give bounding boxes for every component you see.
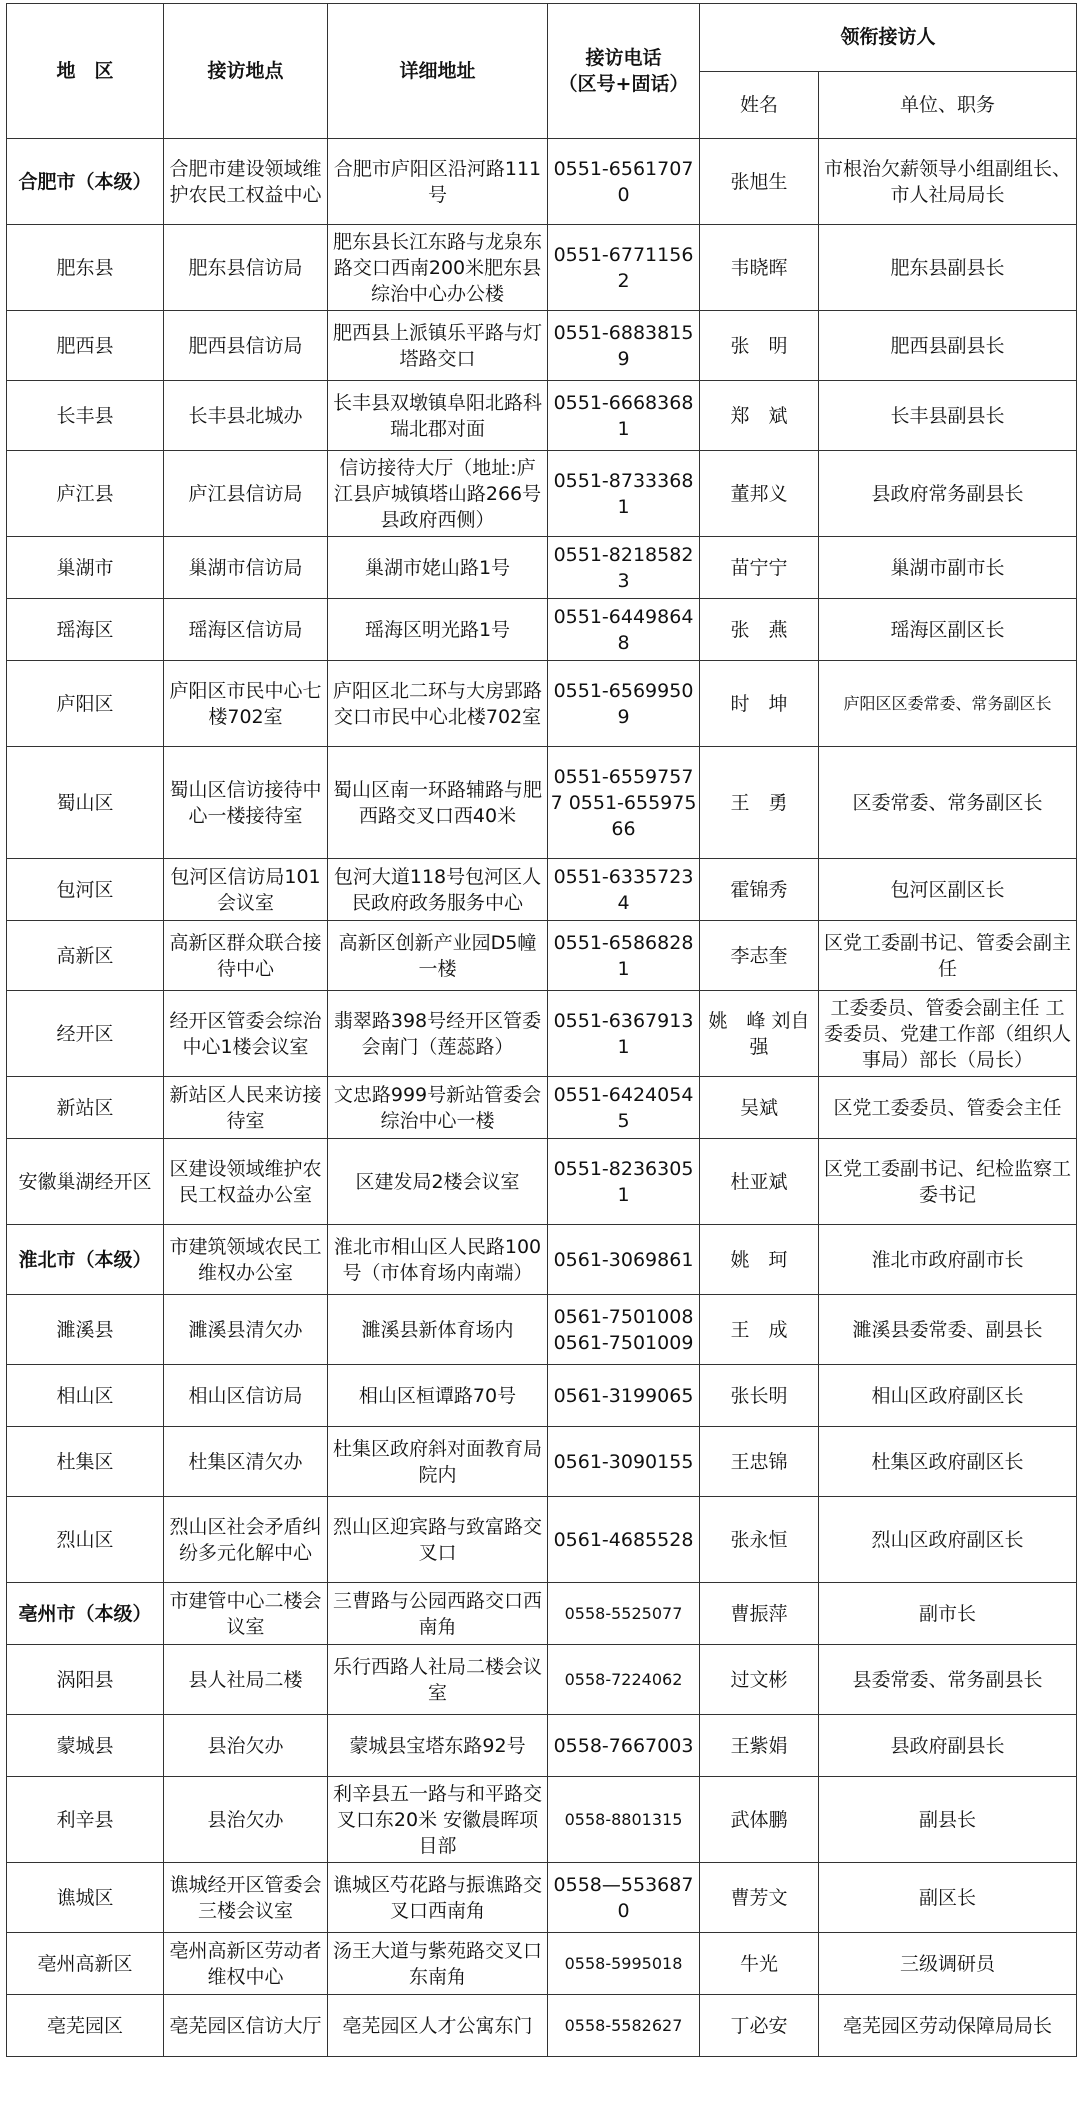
table-row <box>7 311 1077 381</box>
unit-cell: 工委委员、管委会副主任 工委委员、党建工作部（组织人事局）部长（局长） <box>819 991 1077 1077</box>
location-cell: 烈山区社会矛盾纠纷多元化解中心 <box>164 1497 328 1583</box>
table-row <box>7 381 1077 451</box>
table-row <box>7 1777 1077 1863</box>
address-cell: 文忠路999号新站管委会综治中心一楼 <box>328 1077 548 1139</box>
name-cell: 张 燕 <box>700 599 819 661</box>
name-cell: 韦晓晖 <box>700 225 819 311</box>
phone-cell: 0561-7501008 0561-7501009 <box>548 1295 700 1365</box>
name-cell: 牛光 <box>700 1933 819 1995</box>
phone-cell: 0551-65597577 0551-65597566 <box>548 747 700 859</box>
phone-cell: 0558—5536870 <box>548 1863 700 1933</box>
address-cell: 三曹路与公园西路交口西南角 <box>328 1583 548 1645</box>
name-cell: 时 坤 <box>700 661 819 747</box>
header-leader-group: 领衔接访人 <box>700 4 1077 72</box>
name-cell: 张 明 <box>700 311 819 381</box>
unit-cell: 肥西县副县长 <box>819 311 1077 381</box>
address-cell: 淮北市相山区人民路100号（市体育场内南端） <box>328 1225 548 1295</box>
name-cell: 王忠锦 <box>700 1427 819 1497</box>
table-row <box>7 859 1077 921</box>
location-cell: 经开区管委会综治中心1楼会议室 <box>164 991 328 1077</box>
region-cell: 高新区 <box>7 921 164 991</box>
location-cell: 县治欠办 <box>164 1777 328 1863</box>
unit-cell: 区委常委、常务副区长 <box>819 747 1077 859</box>
address-cell: 包河大道118号包河区人民政府政务服务中心 <box>328 859 548 921</box>
phone-cell: 0551-68838159 <box>548 311 700 381</box>
region-cell: 蒙城县 <box>7 1715 164 1777</box>
unit-cell: 副区长 <box>819 1863 1077 1933</box>
region-cell: 利辛县 <box>7 1777 164 1863</box>
region-cell: 肥西县 <box>7 311 164 381</box>
phone-cell: 0558-7667003 <box>548 1715 700 1777</box>
unit-cell: 县政府副县长 <box>819 1715 1077 1777</box>
reception-table <box>6 3 1077 2057</box>
table-row <box>7 1645 1077 1715</box>
reception-table-container <box>6 3 1076 2057</box>
region-cell: 亳州市（本级） <box>7 1583 164 1645</box>
table-row <box>7 1995 1077 2057</box>
header-region: 地 区 <box>7 4 164 139</box>
phone-cell: 0558-5995018 <box>548 1933 700 1995</box>
address-cell: 杜集区政府斜对面教育局院内 <box>328 1427 548 1497</box>
location-cell: 濉溪县清欠办 <box>164 1295 328 1365</box>
phone-cell: 0551-64498648 <box>548 599 700 661</box>
location-cell: 肥西县信访局 <box>164 311 328 381</box>
region-cell: 新站区 <box>7 1077 164 1139</box>
region-cell: 谯城区 <box>7 1863 164 1933</box>
region-cell: 亳芜园区 <box>7 1995 164 2057</box>
phone-cell: 0561-3199065 <box>548 1365 700 1427</box>
location-cell: 肥东县信访局 <box>164 225 328 311</box>
name-cell: 张长明 <box>700 1365 819 1427</box>
table-row <box>7 1077 1077 1139</box>
name-cell: 丁必安 <box>700 1995 819 2057</box>
header-unit: 单位、职务 <box>819 71 1077 139</box>
address-cell: 巢湖市姥山路1号 <box>328 537 548 599</box>
region-cell: 相山区 <box>7 1365 164 1427</box>
location-cell: 庐江县信访局 <box>164 451 328 537</box>
unit-cell: 亳芜园区劳动保障局局长 <box>819 1995 1077 2057</box>
region-cell: 安徽巢湖经开区 <box>7 1139 164 1225</box>
location-cell: 市建筑领域农民工维权办公室 <box>164 1225 328 1295</box>
name-cell: 王 成 <box>700 1295 819 1365</box>
phone-cell: 0551-87333681 <box>548 451 700 537</box>
unit-cell: 相山区政府副区长 <box>819 1365 1077 1427</box>
unit-cell: 濉溪县委常委、副县长 <box>819 1295 1077 1365</box>
name-cell: 郑 斌 <box>700 381 819 451</box>
phone-cell: 0561-4685528 <box>548 1497 700 1583</box>
region-cell: 烈山区 <box>7 1497 164 1583</box>
phone-cell: 0551-82363051 <box>548 1139 700 1225</box>
table-row <box>7 599 1077 661</box>
name-cell: 王紫娟 <box>700 1715 819 1777</box>
table-body <box>7 139 1077 2057</box>
name-cell: 张永恒 <box>700 1497 819 1583</box>
header-address: 详细地址 <box>328 4 548 139</box>
name-cell: 武体鹏 <box>700 1777 819 1863</box>
location-cell: 包河区信访局101会议室 <box>164 859 328 921</box>
address-cell: 区建发局2楼会议室 <box>328 1139 548 1225</box>
region-cell: 长丰县 <box>7 381 164 451</box>
phone-cell: 0561-3069861 <box>548 1225 700 1295</box>
address-cell: 亳芜园区人才公寓东门 <box>328 1995 548 2057</box>
table-row <box>7 1715 1077 1777</box>
unit-cell: 庐阳区区委常委、常务副区长 <box>819 661 1077 747</box>
table-row <box>7 1933 1077 1995</box>
unit-cell: 市根治欠薪领导小组副组长、市人社局局长 <box>819 139 1077 225</box>
unit-cell: 副县长 <box>819 1777 1077 1863</box>
location-cell: 新站区人民来访接待室 <box>164 1077 328 1139</box>
table-row <box>7 1863 1077 1933</box>
location-cell: 亳芜园区信访大厅 <box>164 1995 328 2057</box>
location-cell: 亳州高新区劳动者维权中心 <box>164 1933 328 1995</box>
location-cell: 谯城经开区管委会三楼会议室 <box>164 1863 328 1933</box>
header-phone-line1: 接访电话 <box>585 47 662 69</box>
table-row <box>7 1427 1077 1497</box>
name-cell: 过文彬 <box>700 1645 819 1715</box>
address-cell: 汤王大道与紫苑路交叉口东南角 <box>328 1933 548 1995</box>
location-cell: 区建设领域维护农民工权益办公室 <box>164 1139 328 1225</box>
region-cell: 巢湖市 <box>7 537 164 599</box>
address-cell: 肥西县上派镇乐平路与灯塔路交口 <box>328 311 548 381</box>
name-cell: 曹芳文 <box>700 1863 819 1933</box>
region-cell: 蜀山区 <box>7 747 164 859</box>
address-cell: 合肥市庐阳区沿河路111号 <box>328 139 548 225</box>
unit-cell: 区党工委委员、管委会主任 <box>819 1077 1077 1139</box>
phone-cell: 0551-63679131 <box>548 991 700 1077</box>
unit-cell: 淮北市政府副市长 <box>819 1225 1077 1295</box>
location-cell: 县人社局二楼 <box>164 1645 328 1715</box>
address-cell: 高新区创新产业园D5幢一楼 <box>328 921 548 991</box>
header-row-top <box>7 4 1077 72</box>
unit-cell: 三级调研员 <box>819 1933 1077 1995</box>
region-cell: 庐阳区 <box>7 661 164 747</box>
phone-cell: 0558-7224062 <box>548 1645 700 1715</box>
location-cell: 县治欠办 <box>164 1715 328 1777</box>
address-cell: 肥东县长江东路与龙泉东路交口西南200米肥东县综治中心办公楼 <box>328 225 548 311</box>
table-row <box>7 1225 1077 1295</box>
name-cell: 王 勇 <box>700 747 819 859</box>
unit-cell: 区党工委副书记、管委会副主任 <box>819 921 1077 991</box>
name-cell: 姚 珂 <box>700 1225 819 1295</box>
location-cell: 庐阳区市民中心七楼702室 <box>164 661 328 747</box>
address-cell: 翡翠路398号经开区管委会南门（莲蕊路） <box>328 991 548 1077</box>
table-row <box>7 225 1077 311</box>
location-cell: 相山区信访局 <box>164 1365 328 1427</box>
region-cell: 合肥市（本级） <box>7 139 164 225</box>
phone-cell: 0551-64240545 <box>548 1077 700 1139</box>
table-row <box>7 1365 1077 1427</box>
location-cell: 长丰县北城办 <box>164 381 328 451</box>
unit-cell: 长丰县副县长 <box>819 381 1077 451</box>
phone-cell: 0551-65699509 <box>548 661 700 747</box>
address-cell: 庐阳区北二环与大房郢路交口市民中心北楼702室 <box>328 661 548 747</box>
header-location: 接访地点 <box>164 4 328 139</box>
location-cell: 合肥市建设领域维护农民工权益中心 <box>164 139 328 225</box>
name-cell: 杜亚斌 <box>700 1139 819 1225</box>
table-row <box>7 921 1077 991</box>
table-row <box>7 1295 1077 1365</box>
phone-cell: 0551-82185823 <box>548 537 700 599</box>
name-cell: 董邦义 <box>700 451 819 537</box>
address-cell: 信访接待大厅（地址:庐江县庐城镇塔山路266号县政府西侧） <box>328 451 548 537</box>
unit-cell: 瑶海区副区长 <box>819 599 1077 661</box>
phone-cell: 0551-66683681 <box>548 381 700 451</box>
unit-cell: 县委常委、常务副县长 <box>819 1645 1077 1715</box>
unit-cell: 包河区副区长 <box>819 859 1077 921</box>
unit-cell: 副市长 <box>819 1583 1077 1645</box>
address-cell: 长丰县双墩镇阜阳北路科瑞北郡对面 <box>328 381 548 451</box>
address-cell: 瑶海区明光路1号 <box>328 599 548 661</box>
location-cell: 市建管中心二楼会议室 <box>164 1583 328 1645</box>
address-cell: 濉溪县新体育场内 <box>328 1295 548 1365</box>
table-row <box>7 1497 1077 1583</box>
address-cell: 谯城区芍花路与振谯路交叉口西南角 <box>328 1863 548 1933</box>
name-cell: 姚 峰 刘自强 <box>700 991 819 1077</box>
phone-cell: 0558-5525077 <box>548 1583 700 1645</box>
region-cell: 淮北市（本级） <box>7 1225 164 1295</box>
name-cell: 张旭生 <box>700 139 819 225</box>
phone-cell: 0551-63357234 <box>548 859 700 921</box>
location-cell: 蜀山区信访接待中心一楼接待室 <box>164 747 328 859</box>
unit-cell: 巢湖市副市长 <box>819 537 1077 599</box>
address-cell: 烈山区迎宾路与致富路交叉口 <box>328 1497 548 1583</box>
region-cell: 涡阳县 <box>7 1645 164 1715</box>
address-cell: 蜀山区南一环路辅路与肥西路交叉口西40米 <box>328 747 548 859</box>
location-cell: 瑶海区信访局 <box>164 599 328 661</box>
unit-cell: 杜集区政府副区长 <box>819 1427 1077 1497</box>
phone-cell: 0558-5582627 <box>548 1995 700 2057</box>
table-row <box>7 661 1077 747</box>
location-cell: 巢湖市信访局 <box>164 537 328 599</box>
phone-cell: 0551-65868281 <box>548 921 700 991</box>
location-cell: 高新区群众联合接待中心 <box>164 921 328 991</box>
phone-cell: 0551-67711562 <box>548 225 700 311</box>
region-cell: 庐江县 <box>7 451 164 537</box>
unit-cell: 烈山区政府副区长 <box>819 1497 1077 1583</box>
unit-cell: 肥东县副县长 <box>819 225 1077 311</box>
location-cell: 杜集区清欠办 <box>164 1427 328 1497</box>
region-cell: 经开区 <box>7 991 164 1077</box>
region-cell: 包河区 <box>7 859 164 921</box>
name-cell: 霍锦秀 <box>700 859 819 921</box>
unit-cell: 县政府常务副县长 <box>819 451 1077 537</box>
name-cell: 曹振萍 <box>700 1583 819 1645</box>
phone-cell: 0558-8801315 <box>548 1777 700 1863</box>
header-name: 姓名 <box>700 71 819 139</box>
table-row <box>7 747 1077 859</box>
address-cell: 利辛县五一路与和平路交叉口东20米 安徽晨晖项目部 <box>328 1777 548 1863</box>
name-cell: 李志奎 <box>700 921 819 991</box>
table-row <box>7 139 1077 225</box>
header-phone-line2: （区号+固话） <box>558 73 689 95</box>
table-row <box>7 1583 1077 1645</box>
header-phone <box>548 4 700 139</box>
table-row <box>7 537 1077 599</box>
address-cell: 相山区桓谭路70号 <box>328 1365 548 1427</box>
phone-cell: 0551-65617070 <box>548 139 700 225</box>
region-cell: 杜集区 <box>7 1427 164 1497</box>
table-row <box>7 451 1077 537</box>
region-cell: 肥东县 <box>7 225 164 311</box>
region-cell: 濉溪县 <box>7 1295 164 1365</box>
table-row <box>7 1139 1077 1225</box>
phone-cell: 0561-3090155 <box>548 1427 700 1497</box>
address-cell: 乐行西路人社局二楼会议室 <box>328 1645 548 1715</box>
region-cell: 瑶海区 <box>7 599 164 661</box>
address-cell: 蒙城县宝塔东路92号 <box>328 1715 548 1777</box>
region-cell: 亳州高新区 <box>7 1933 164 1995</box>
name-cell: 苗宁宁 <box>700 537 819 599</box>
table-row <box>7 991 1077 1077</box>
name-cell: 吴斌 <box>700 1077 819 1139</box>
unit-cell: 区党工委副书记、纪检监察工委书记 <box>819 1139 1077 1225</box>
